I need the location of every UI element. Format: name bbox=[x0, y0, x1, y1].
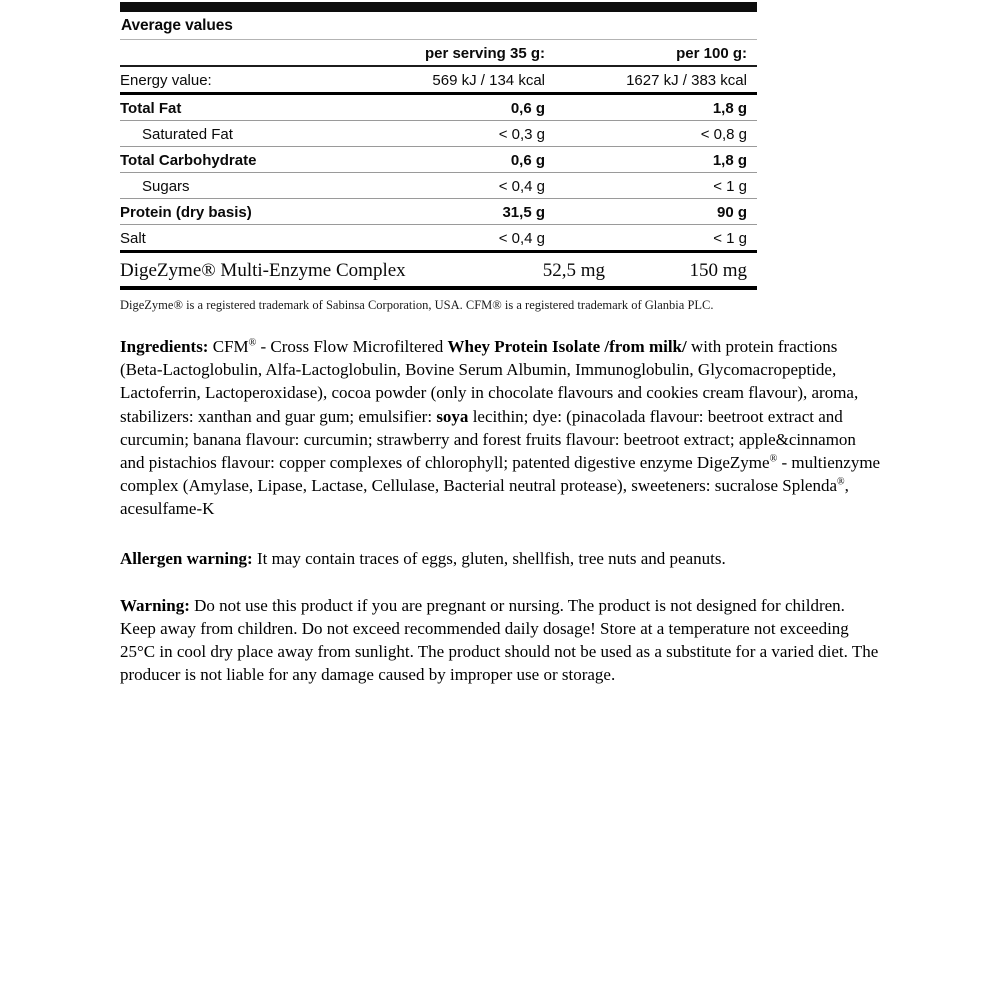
text-segment: - Cross Flow Microfiltered bbox=[256, 337, 448, 356]
text-segment: CFM bbox=[212, 337, 249, 356]
text-segment: ® bbox=[248, 337, 257, 349]
enzyme-per-100g-value: 150 mg bbox=[689, 260, 747, 281]
text-segment: ® bbox=[837, 476, 845, 488]
nutrient-name: Total Fat bbox=[120, 100, 182, 117]
table-header-row bbox=[120, 40, 757, 67]
per-100g-value: 1,8 g bbox=[712, 100, 747, 117]
text-segment: Do not use this product if you are pregnant or nursing. The product is not designed for children. Keep away from children. Do not exceed recommended daily dosage! Store at a temperature not exceeding 25°C in cool dry place away from sunlight. The product should not be used as a substitute for a varied diet. The producer is not liable for any damage caused by improper use or storage. bbox=[120, 595, 879, 685]
per-serving-value: 569 kJ / 134 kcal bbox=[432, 72, 545, 89]
per-100g-value: 90 g bbox=[716, 204, 747, 221]
warning-paragraph bbox=[120, 594, 882, 687]
text-segment: , acesulfame-K bbox=[120, 476, 849, 519]
nutrition-row bbox=[120, 67, 757, 95]
text-segment: It may contain traces of eggs, gluten, shellfish, tree nuts and peanuts. bbox=[256, 548, 726, 568]
text-segment: Ingredients: bbox=[120, 337, 213, 356]
per-serving-value: < 0,4 g bbox=[498, 178, 545, 195]
table-title: Average values bbox=[120, 12, 757, 40]
enzyme-name: DigeZyme® Multi-Enzyme Complex bbox=[120, 260, 406, 281]
nutrition-label-sheet bbox=[120, 2, 882, 687]
label-top-bar bbox=[120, 2, 757, 12]
nutrient-name: Sugars bbox=[142, 178, 190, 195]
header-per-100g: per 100 g: bbox=[676, 45, 747, 62]
per-serving-value: < 0,4 g bbox=[498, 230, 545, 247]
nutrition-table bbox=[120, 12, 757, 290]
nutrient-name: Total Carbohydrate bbox=[120, 152, 257, 169]
per-serving-value: 0,6 g bbox=[510, 152, 545, 169]
nutrition-row bbox=[120, 147, 757, 173]
per-100g-value: 1,8 g bbox=[712, 152, 747, 169]
nutrition-row bbox=[120, 225, 757, 253]
text-segment: Allergen warning: bbox=[120, 548, 257, 568]
text-segment: ® bbox=[769, 453, 778, 465]
text-segment: with protein fractions (Beta-Lactoglobulin, Alfa-Lactoglobulin, Bovine Serum Albumin, Immunoglobulin, Glycomacropeptide, Lactoferrin, Lactoperoxidase), cocoa powder (only in chocolate flavours and cookies cream flavour), aroma, stabilizers: xanthan and guar gum; emulsifier: bbox=[120, 337, 859, 426]
nutrition-row bbox=[120, 199, 757, 225]
nutrient-name: Saturated Fat bbox=[142, 126, 233, 143]
per-serving-value: < 0,3 g bbox=[498, 126, 545, 143]
enzyme-per-serving-value: 52,5 mg bbox=[542, 260, 605, 281]
nutrition-row bbox=[120, 173, 757, 199]
text-segment: Whey Protein Isolate /from milk/ bbox=[447, 337, 687, 356]
enzyme-complex-row bbox=[120, 253, 757, 290]
per-serving-value: 31,5 g bbox=[502, 204, 545, 221]
nutrition-row bbox=[120, 95, 757, 121]
trademark-fine-print: DigeZyme® is a registered trademark of Sabinsa Corporation, USA. CFM® is a registered trademark of Glanbia PLC. bbox=[120, 298, 714, 312]
per-100g-value: < 0,8 g bbox=[700, 126, 747, 143]
ingredients-paragraph bbox=[120, 335, 882, 521]
nutrient-name: Protein (dry basis) bbox=[120, 204, 252, 221]
per-100g-value: < 1 g bbox=[713, 178, 747, 195]
nutrition-rows bbox=[120, 67, 757, 253]
allergen-warning-paragraph bbox=[120, 547, 882, 570]
text-segment: soya bbox=[436, 406, 469, 426]
text-segment: lecithin; dye: (pinacolada flavour: beetroot extract and curcumin; banana flavour: curcumin; strawberry and forest fruits flavour: beetroot extract; apple&cinnamon and pistachios flavour: copper complexes of chlorophyll; patented digestive enzyme DigeZyme bbox=[120, 406, 856, 473]
nutrition-row bbox=[120, 121, 757, 147]
per-serving-value: 0,6 g bbox=[510, 100, 545, 117]
nutrient-name: Energy value: bbox=[120, 72, 212, 89]
header-per-serving: per serving 35 g: bbox=[424, 45, 545, 62]
per-100g-value: 1627 kJ / 383 kcal bbox=[626, 72, 747, 89]
text-segment: - multienzyme complex (Amylase, Lipase, Lactase, Cellulase, Bacterial neutral protease), sweeteners: sucralose Splenda bbox=[120, 453, 881, 496]
text-segment: Warning: bbox=[120, 595, 195, 615]
per-100g-value: < 1 g bbox=[713, 230, 747, 247]
nutrient-name: Salt bbox=[120, 230, 146, 247]
